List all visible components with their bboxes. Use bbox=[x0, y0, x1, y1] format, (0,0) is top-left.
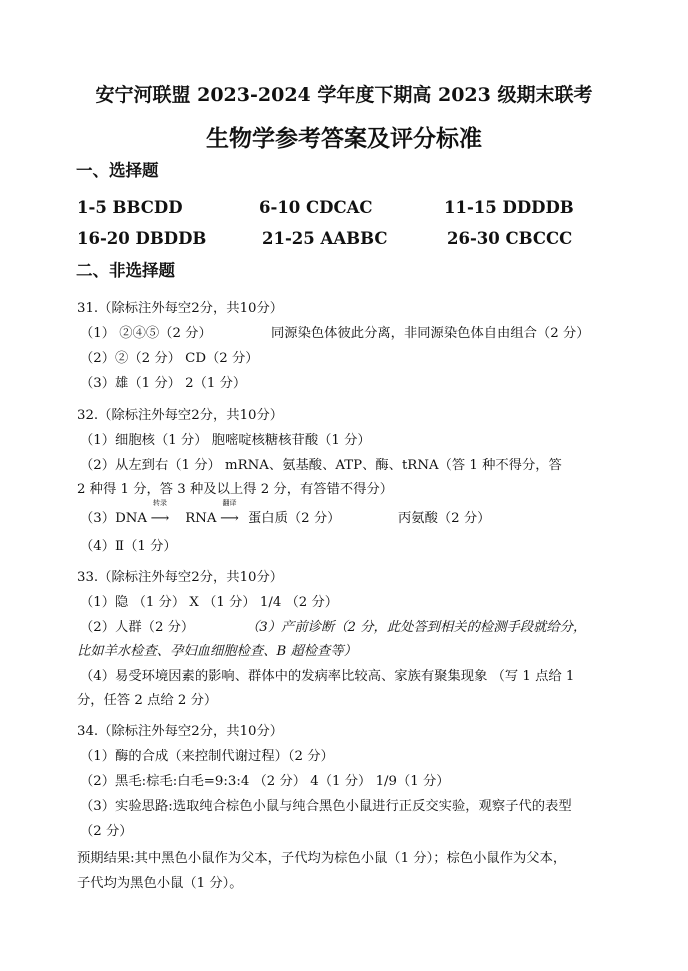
answer-group: 21-25 AABBC bbox=[262, 229, 388, 248]
answer-group: 26-30 CBCCC bbox=[447, 229, 573, 248]
arrow-label: 转录 bbox=[152, 499, 167, 507]
answer-line: （4）Ⅱ（1 分） bbox=[80, 539, 177, 554]
translation-arrow bbox=[216, 499, 242, 526]
answer-line: （2）人群（2 分） bbox=[80, 620, 195, 635]
answer-group: 16-20 DBDDB bbox=[77, 229, 207, 248]
question-header: 32.（除标注外每空2分，共10分） bbox=[77, 408, 284, 423]
section-heading-choice: 一、选择题 bbox=[76, 161, 159, 180]
answer-group: 11-15 DDDDB bbox=[444, 198, 574, 217]
answer-line: （1）细胞核（1 分） 胞嘧啶核糖核苷酸（1 分） bbox=[80, 433, 371, 448]
answer-line: 丙氨酸（2 分） bbox=[398, 511, 491, 526]
answer-line: 分，任答 2 点给 2 分） bbox=[77, 693, 218, 708]
rna-term: RNA bbox=[185, 511, 217, 526]
question-header: 33.（除标注外每空2分，共10分） bbox=[77, 570, 284, 585]
answer-line: 预期结果:其中黑色小鼠作为父本，子代均为棕色小鼠（1 分）；棕色小鼠作为父本， bbox=[77, 851, 567, 866]
answer-line: （4）易受环境因素的影响、群体中的发病率比较高、家族有聚集现象 （写 1 点给 1 bbox=[80, 669, 575, 684]
answer-line: （2）黑毛:棕毛:白毛=9:3:4 （2 分） 4（1 分） 1/9（1 分） bbox=[80, 774, 450, 789]
answer-line: （1）隐 （1 分） X （1 分） 1/4 （2 分） bbox=[80, 595, 339, 610]
answer-line: 蛋白质（2 分） bbox=[248, 511, 341, 526]
answer-group: 1-5 BBCDD bbox=[77, 198, 183, 217]
dna-term: DNA bbox=[115, 511, 147, 526]
answer-line-process bbox=[80, 499, 242, 526]
answer-line: （2）②（2 分） CD（2 分） bbox=[80, 351, 259, 366]
arrow-label: 翻译 bbox=[222, 499, 237, 507]
right-arrow-icon: ⟶ bbox=[220, 511, 239, 526]
answer-line: 子代均为黑色小鼠（1 分）。 bbox=[77, 876, 243, 891]
question-header: 34.（除标注外每空2分，共10分） bbox=[77, 724, 284, 739]
document-title: 安宁河联盟 2023-2024 学年度下期高 2023 级期末联考 bbox=[95, 84, 593, 106]
answer-line: （3）产前诊断（2 分，此处答到相关的检测手段就给分， bbox=[246, 620, 587, 635]
answer-line: （1）酶的合成（来控制代谢过程）（2 分） bbox=[80, 749, 334, 764]
question-header: 31.（除标注外每空2分，共10分） bbox=[77, 301, 284, 316]
transcription-arrow bbox=[147, 499, 173, 526]
answer-line: 同源染色体彼此分离，非同源染色体自由组合（2 分） bbox=[271, 326, 590, 341]
answer-line: （1） ②④⑤（2 分） bbox=[80, 326, 212, 341]
answer-line: （3）雄（1 分） 2（1 分） bbox=[80, 376, 247, 391]
right-arrow-icon: ⟶ bbox=[150, 511, 170, 526]
answer-line: （3）实验思路:选取纯合棕色小鼠与纯合黑色小鼠进行正反交实验，观察子代的表型 bbox=[80, 799, 572, 814]
document-subtitle: 生物学参考答案及评分标准 bbox=[206, 125, 482, 152]
part-label: （3） bbox=[80, 511, 116, 526]
answer-line: 比如羊水检查、孕妇血细胞检查、B 超检查等） bbox=[77, 644, 357, 659]
answer-line: 2 种得 1 分，答 3 种及以上得 2 分，有答错不得分） bbox=[77, 482, 394, 497]
answer-group: 6-10 CDCAC bbox=[259, 198, 373, 217]
answer-line: （2 分） bbox=[80, 824, 133, 839]
section-heading-nonchoice: 二、非选择题 bbox=[76, 261, 175, 280]
answer-line: （2）从左到右（1 分） mRNA、氨基酸、ATP、酶、tRNA（答 1 种不得分，答 bbox=[80, 458, 562, 473]
